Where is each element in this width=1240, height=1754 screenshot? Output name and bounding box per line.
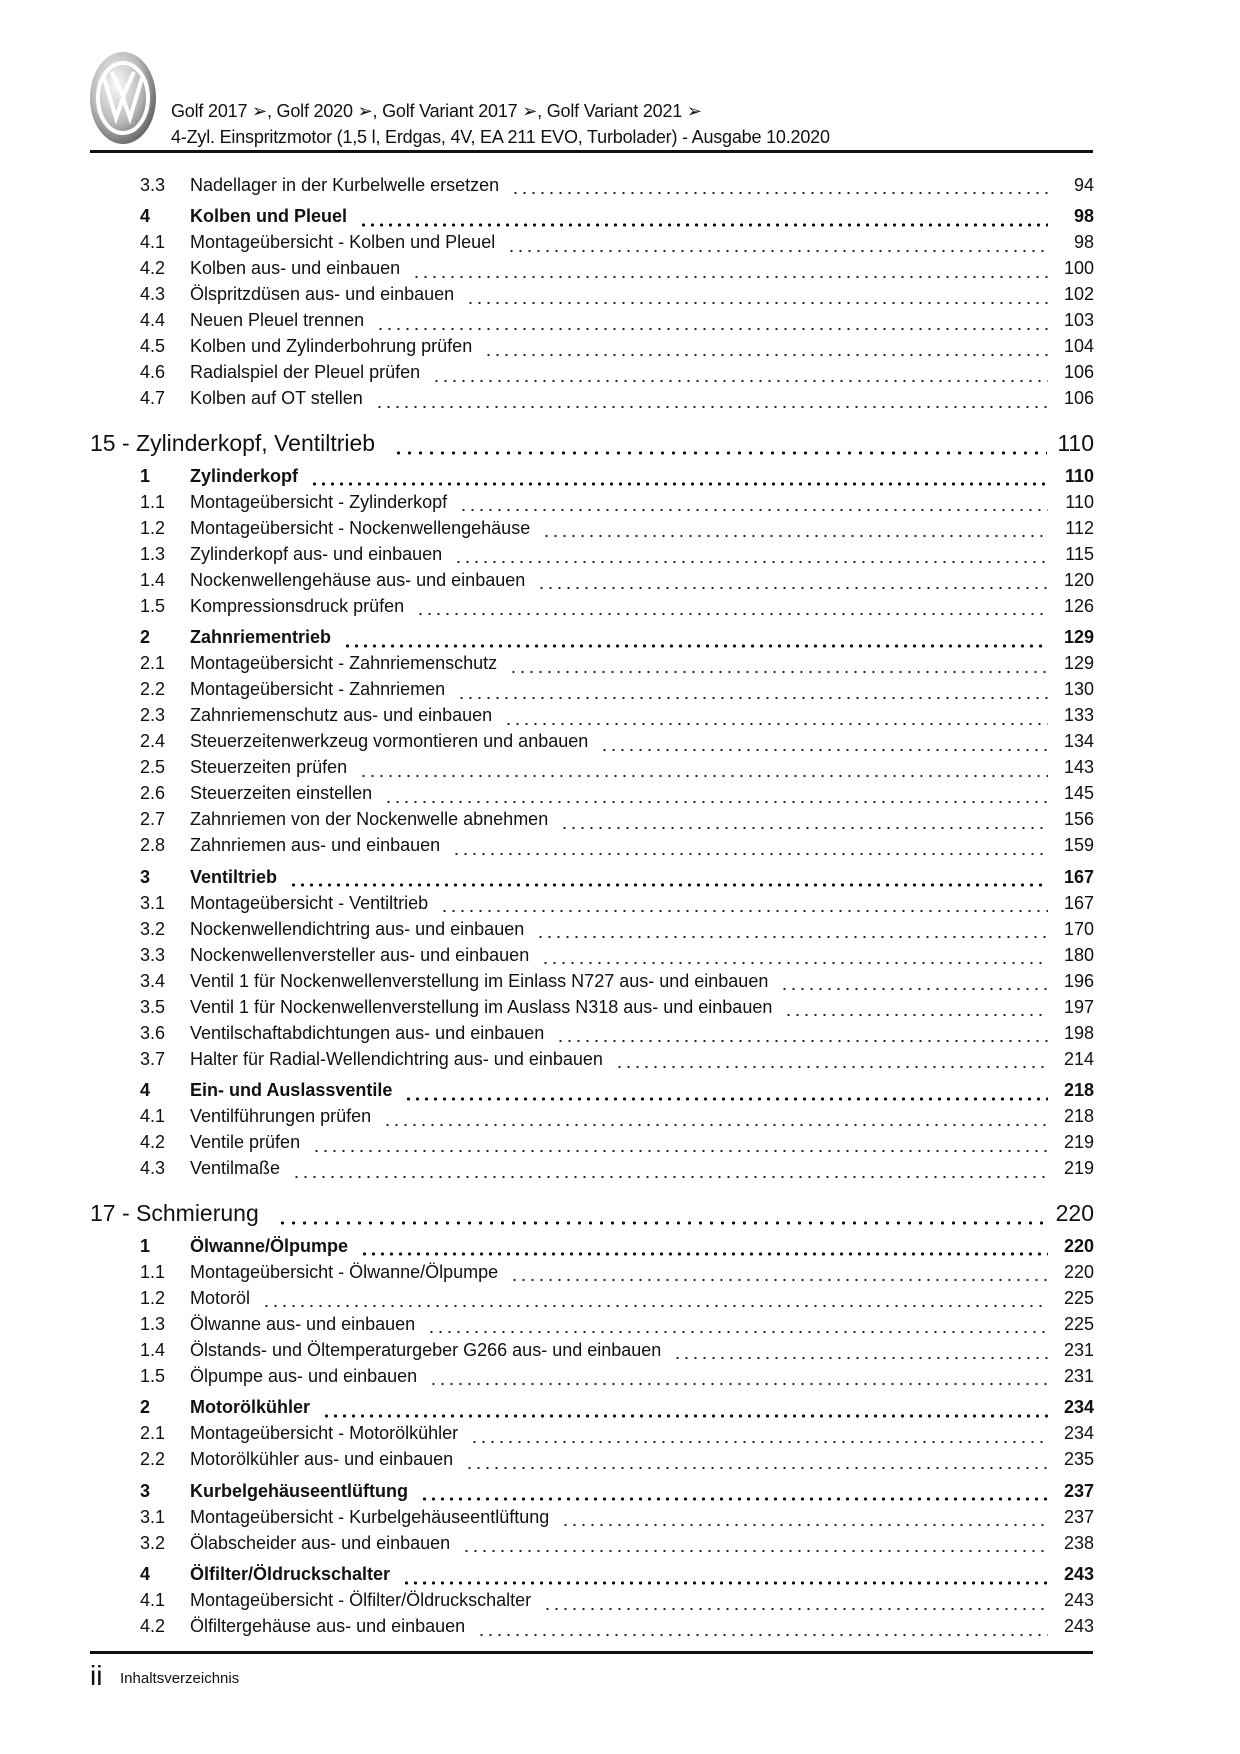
dot-leader — [292, 1156, 1048, 1182]
toc-page: 220 — [1063, 1261, 1094, 1282]
toc-title: Zahnriemen aus- und einbauen — [190, 835, 441, 855]
toc-number: 4.1 — [140, 232, 166, 252]
toc-number: 3.2 — [140, 918, 166, 939]
toc-page: 106 — [1063, 388, 1094, 408]
toc-number: 2.1 — [140, 653, 166, 673]
toc-number: 3.7 — [140, 1048, 166, 1069]
dot-leader — [383, 1104, 1048, 1130]
toc-entry[interactable] — [90, 1447, 1094, 1473]
toc-entry[interactable] — [90, 968, 1094, 994]
toc-page: 130 — [1063, 679, 1094, 699]
toc-title: Kolben auf OT stellen — [190, 388, 363, 408]
toc-title: Zylinderkopf aus- und einbauen — [190, 543, 443, 564]
toc-title: Montageübersicht - Motorölkühler — [190, 1423, 459, 1443]
toc-number: 1.1 — [140, 1261, 166, 1282]
toc-page: 231 — [1063, 1339, 1094, 1360]
toc-page: 196 — [1063, 970, 1094, 991]
toc-number: 4.1 — [140, 1590, 166, 1610]
toc-number: 4 — [140, 1564, 151, 1584]
dot-leader — [600, 729, 1048, 755]
toc-page: 120 — [1063, 569, 1094, 590]
toc-page: 243 — [1063, 1590, 1094, 1610]
toc-page: 220 — [1055, 1200, 1094, 1226]
dot-leader — [673, 1337, 1048, 1363]
toc-number: 2.2 — [140, 679, 166, 699]
toc-page: 218 — [1063, 1106, 1094, 1126]
toc-number: 1.5 — [140, 595, 166, 616]
toc-title: 17 - Schmierung — [90, 1200, 259, 1226]
toc-page: 102 — [1063, 284, 1094, 304]
toc-entry[interactable] — [90, 282, 1094, 308]
toc-entry[interactable] — [90, 1130, 1094, 1156]
toc-number: 1 — [140, 1235, 151, 1256]
dot-leader — [429, 1363, 1048, 1389]
toc-entry[interactable] — [90, 781, 1094, 807]
toc-page: 98 — [1073, 206, 1094, 226]
toc-section[interactable] — [90, 1233, 1094, 1259]
toc-page: 159 — [1063, 835, 1094, 855]
toc-page: 115 — [1065, 543, 1094, 564]
dot-leader — [416, 593, 1048, 619]
toc-number: 1.2 — [140, 517, 166, 538]
toc-page: 129 — [1063, 653, 1094, 673]
toc-title: Steuerzeiten prüfen — [190, 757, 348, 777]
dot-leader — [462, 1530, 1048, 1556]
toc-title: Ölfilter/Öldruckschalter — [190, 1564, 391, 1584]
toc-number: 1.5 — [140, 1365, 166, 1386]
toc-number: 3.4 — [140, 970, 166, 991]
toc-title: Montageübersicht - Zylinderkopf — [190, 491, 448, 512]
header-models: Golf 2017 ➢, Golf 2020 ➢, Golf Variant 2017 ➢, Golf Variant 2021 ➢ — [171, 101, 702, 121]
toc-title: Montageübersicht - Kurbelgehäuseentlüftung — [190, 1506, 550, 1527]
toc-title: Nockenwellendichtring aus- und einbauen — [190, 918, 525, 939]
dot-leader — [511, 172, 1048, 198]
toc-entry[interactable] — [90, 1104, 1094, 1130]
toc-chapter[interactable] — [90, 1200, 1094, 1228]
toc-entry[interactable] — [90, 703, 1094, 729]
toc-page: 234 — [1063, 1397, 1094, 1417]
toc-entry[interactable] — [90, 1020, 1094, 1046]
dot-leader — [537, 567, 1048, 593]
toc-entry[interactable] — [90, 1421, 1094, 1447]
dot-leader — [484, 334, 1048, 360]
toc-title: Neuen Pleuel trennen — [190, 310, 365, 330]
toc-page: 180 — [1063, 944, 1094, 965]
dot-leader — [359, 755, 1048, 781]
footer-label: Inhaltsverzeichnis — [120, 1670, 240, 1687]
toc-entry[interactable] — [90, 1363, 1094, 1389]
header-rule — [90, 150, 1093, 153]
dot-leader — [509, 651, 1048, 677]
toc-page: 238 — [1063, 1532, 1094, 1553]
dot-leader — [510, 1259, 1048, 1285]
toc-page: 129 — [1063, 627, 1094, 647]
toc-title: Zahnriemen von der Nockenwelle abnehmen — [190, 809, 549, 829]
toc-number: 4.1 — [140, 1106, 166, 1126]
dot-leader — [289, 864, 1048, 890]
toc-title: Nadellager in der Kurbelwelle ersetzen — [190, 174, 500, 195]
toc-number: 2.6 — [140, 783, 166, 803]
toc-number: 4.3 — [140, 1158, 166, 1178]
toc-page: 243 — [1063, 1564, 1094, 1584]
toc-title: Motorölkühler aus- und einbauen — [190, 1449, 454, 1469]
toc-entry[interactable] — [90, 489, 1094, 515]
dot-leader — [560, 807, 1048, 833]
toc-number: 1.2 — [140, 1287, 166, 1308]
toc-entry[interactable] — [90, 1530, 1094, 1556]
toc-page: 94 — [1073, 174, 1094, 195]
toc-title: Halter für Radial-Wellendichtring aus- und einbauen — [190, 1048, 603, 1069]
toc-number: 2 — [140, 627, 151, 647]
dot-leader — [536, 916, 1048, 942]
toc-title: Ventilschaftabdichtungen aus- und einbauen — [190, 1022, 545, 1043]
dot-leader — [359, 204, 1048, 230]
toc-page: 98 — [1073, 232, 1094, 252]
toc-number: 3.3 — [140, 174, 166, 195]
toc-title: Kolben und Zylinderbohrung prüfen — [190, 336, 473, 356]
dot-leader — [556, 1020, 1048, 1046]
toc-page: 225 — [1063, 1313, 1094, 1334]
toc-page: 103 — [1063, 310, 1094, 330]
dot-leader — [343, 625, 1048, 651]
toc-section[interactable] — [90, 1562, 1094, 1588]
toc-page: 234 — [1063, 1423, 1094, 1443]
vw-logo — [90, 52, 156, 144]
toc-section[interactable] — [90, 204, 1094, 230]
toc-page: 100 — [1063, 258, 1094, 278]
toc-entry[interactable] — [90, 1259, 1094, 1285]
toc-page: 235 — [1063, 1449, 1094, 1469]
toc-section[interactable] — [90, 1478, 1094, 1504]
toc-entry[interactable] — [90, 942, 1094, 968]
toc-number: 4.4 — [140, 310, 166, 330]
dot-leader — [277, 1200, 1046, 1228]
dot-leader — [780, 968, 1048, 994]
toc-entry[interactable] — [90, 1588, 1094, 1614]
toc-title: Kolben aus- und einbauen — [190, 258, 401, 278]
footer-rule — [90, 1651, 1093, 1654]
toc-title: Ölpumpe aus- und einbauen — [190, 1365, 418, 1386]
toc-title: Montageübersicht - Nockenwellengehäuse — [190, 517, 531, 538]
toc-title: Motoröl — [190, 1287, 251, 1308]
toc-title: Ölfiltergehäuse aus- und einbauen — [190, 1616, 466, 1636]
dot-leader — [393, 430, 1047, 458]
toc-entry[interactable] — [90, 334, 1094, 360]
dot-leader — [454, 541, 1048, 567]
dot-leader — [465, 1447, 1048, 1473]
toc-page: 218 — [1063, 1080, 1094, 1100]
toc-entry[interactable] — [90, 567, 1094, 593]
dot-leader — [427, 1311, 1048, 1337]
toc-number: 4 — [140, 1080, 151, 1100]
toc-title: Zahnriementrieb — [190, 627, 332, 647]
toc-entry[interactable] — [90, 994, 1094, 1020]
dot-leader — [262, 1285, 1048, 1311]
footer-page-number: ii — [90, 1660, 103, 1691]
toc-title: Kompressionsdruck prüfen — [190, 595, 405, 616]
toc-page: 110 — [1057, 430, 1094, 456]
toc-entry[interactable] — [90, 541, 1094, 567]
toc-page: 197 — [1063, 996, 1094, 1017]
toc-entry[interactable] — [90, 677, 1094, 703]
toc-title: Ventil 1 für Nockenwellenverstellung im Auslass N318 aus- und einbauen — [190, 996, 773, 1017]
toc-page: 110 — [1064, 465, 1094, 486]
toc-title: Montageübersicht - Zahnriemenschutz — [190, 653, 498, 673]
toc-number: 4.2 — [140, 258, 166, 278]
toc-title: Ölwanne aus- und einbauen — [190, 1313, 416, 1334]
dot-leader — [432, 360, 1048, 386]
toc-page: 104 — [1063, 336, 1094, 356]
toc-number: 3.3 — [140, 944, 166, 965]
toc-page: 198 — [1063, 1022, 1094, 1043]
dot-leader — [477, 1614, 1048, 1640]
dot-leader — [376, 308, 1048, 334]
dot-leader — [784, 994, 1048, 1020]
dot-leader — [615, 1046, 1048, 1072]
toc-page: 134 — [1063, 731, 1094, 751]
toc-title: Montageübersicht - Kolben und Pleuel — [190, 232, 496, 252]
toc-page: 112 — [1065, 517, 1094, 538]
toc-title: Ein- und Auslassventile — [190, 1080, 393, 1100]
toc-title: Nockenwellengehäuse aus- und einbauen — [190, 569, 526, 590]
toc-title: Montageübersicht - Ölfilter/Öldruckschalter — [190, 1590, 532, 1610]
toc-entry[interactable] — [90, 386, 1094, 412]
toc-number: 4.7 — [140, 388, 166, 408]
toc-title: Nockenwellenversteller aus- und einbauen — [190, 944, 530, 965]
toc-page: 126 — [1063, 595, 1094, 616]
dot-leader — [404, 1078, 1048, 1104]
toc-number: 1 — [140, 465, 151, 486]
toc-title: Steuerzeitenwerkzeug vormontieren und anbauen — [190, 731, 589, 751]
toc-entry[interactable] — [90, 755, 1094, 781]
toc-section[interactable] — [90, 1395, 1094, 1421]
dot-leader — [384, 781, 1048, 807]
toc-page: 167 — [1063, 866, 1094, 887]
table-of-contents — [90, 172, 1094, 1640]
toc-title: Steuerzeiten einstellen — [190, 783, 373, 803]
toc-entry[interactable] — [90, 515, 1094, 541]
toc-entry[interactable] — [90, 1337, 1094, 1363]
toc-page: 145 — [1063, 783, 1094, 803]
toc-entry[interactable] — [90, 833, 1094, 859]
toc-number: 1.4 — [140, 1339, 166, 1360]
dot-leader — [420, 1478, 1048, 1504]
toc-section[interactable] — [90, 864, 1094, 890]
dot-leader — [457, 677, 1048, 703]
toc-number: 2.2 — [140, 1449, 166, 1469]
toc-title: Kolben und Pleuel — [190, 206, 348, 226]
toc-number: 1.4 — [140, 569, 166, 590]
toc-number: 3.1 — [140, 1506, 166, 1527]
toc-page: 237 — [1063, 1480, 1094, 1501]
toc-number: 3.2 — [140, 1532, 166, 1553]
toc-entry[interactable] — [90, 651, 1094, 677]
dot-leader — [402, 1562, 1048, 1588]
toc-section[interactable] — [90, 1078, 1094, 1104]
toc-title: Montageübersicht - Ventiltrieb — [190, 892, 429, 913]
toc-title: Ventilführungen prüfen — [190, 1106, 372, 1126]
toc-number: 1.1 — [140, 491, 166, 512]
toc-title: Ölspritzdüsen aus- und einbauen — [190, 284, 455, 304]
toc-number: 1.3 — [140, 1313, 166, 1334]
toc-entry[interactable] — [90, 1504, 1094, 1530]
toc-page: 219 — [1063, 1132, 1094, 1152]
toc-title: Montageübersicht - Ölwanne/Ölpumpe — [190, 1261, 499, 1282]
toc-title: Ölabscheider aus- und einbauen — [190, 1532, 451, 1553]
toc-number: 4.6 — [140, 362, 166, 382]
toc-title: Ölstands- und Öltemperaturgeber G266 aus- und einbauen — [190, 1339, 662, 1360]
toc-number: 4.2 — [140, 1616, 166, 1636]
toc-number: 2.8 — [140, 835, 166, 855]
toc-title: Montageübersicht - Zahnriemen — [190, 679, 446, 699]
toc-number: 4.2 — [140, 1132, 166, 1152]
dot-leader — [466, 282, 1048, 308]
toc-title: Radialspiel der Pleuel prüfen — [190, 362, 421, 382]
dot-leader — [440, 890, 1048, 916]
toc-entry[interactable] — [90, 890, 1094, 916]
dot-leader — [312, 1130, 1048, 1156]
toc-page: 237 — [1063, 1506, 1094, 1527]
dot-leader — [310, 463, 1048, 489]
toc-number: 2.5 — [140, 757, 166, 777]
toc-number: 3 — [140, 1480, 151, 1501]
toc-entry[interactable] — [90, 256, 1094, 282]
toc-entry[interactable] — [90, 230, 1094, 256]
toc-title: 15 - Zylinderkopf, Ventiltrieb — [90, 430, 376, 456]
toc-number: 2.3 — [140, 705, 166, 725]
header-engine: 4-Zyl. Einspritzmotor (1,5 l, Erdgas, 4V, EA 211 EVO, Turbolader) - Ausgabe 10.2020 — [171, 127, 830, 147]
toc-page: 133 — [1063, 705, 1094, 725]
toc-page: 167 — [1063, 892, 1094, 913]
toc-title: Motorölkühler — [190, 1397, 310, 1417]
toc-entry[interactable] — [90, 1156, 1094, 1182]
toc-page: 110 — [1065, 491, 1094, 512]
dot-leader — [504, 703, 1048, 729]
toc-title: Ventilmaße — [190, 1158, 281, 1178]
toc-number: 2.1 — [140, 1423, 166, 1443]
toc-page: 143 — [1063, 757, 1094, 777]
toc-entry[interactable] — [90, 308, 1094, 334]
toc-title: Zahnriemenschutz aus- und einbauen — [190, 705, 493, 725]
toc-number: 2.4 — [140, 731, 166, 751]
toc-title: Ventile prüfen — [190, 1132, 301, 1152]
toc-page: 106 — [1063, 362, 1094, 382]
toc-number: 2.7 — [140, 809, 166, 829]
toc-page: 225 — [1063, 1287, 1094, 1308]
toc-number: 4.5 — [140, 336, 166, 356]
toc-page: 219 — [1063, 1158, 1094, 1178]
toc-number: 1.3 — [140, 543, 166, 564]
dot-leader — [470, 1421, 1048, 1447]
dot-leader — [375, 386, 1048, 412]
toc-entry[interactable] — [90, 1614, 1094, 1640]
toc-entry[interactable] — [90, 172, 1094, 198]
dot-leader — [507, 230, 1048, 256]
dot-leader — [412, 256, 1048, 282]
toc-page: 231 — [1063, 1365, 1094, 1386]
toc-entry[interactable] — [90, 593, 1094, 619]
toc-entry[interactable] — [90, 1285, 1094, 1311]
toc-number: 4 — [140, 206, 151, 226]
toc-number: 3.1 — [140, 892, 166, 913]
toc-page: 170 — [1063, 918, 1094, 939]
toc-chapter[interactable] — [90, 430, 1094, 458]
toc-section[interactable] — [90, 625, 1094, 651]
toc-number: 3.6 — [140, 1022, 166, 1043]
toc-title: Ventil 1 für Nockenwellenverstellung im Einlass N727 aus- und einbauen — [190, 970, 769, 991]
toc-number: 3.5 — [140, 996, 166, 1017]
toc-number: 4.3 — [140, 284, 166, 304]
dot-leader — [459, 489, 1048, 515]
dot-leader — [543, 1588, 1048, 1614]
toc-number: 2 — [140, 1397, 151, 1417]
toc-entry[interactable] — [90, 729, 1094, 755]
toc-title: Kurbelgehäuseentlüftung — [190, 1480, 409, 1501]
dot-leader — [561, 1504, 1048, 1530]
toc-title: Zylinderkopf — [190, 465, 299, 486]
dot-leader — [322, 1395, 1048, 1421]
dot-leader — [452, 833, 1048, 859]
toc-entry[interactable] — [90, 1311, 1094, 1337]
toc-title: Ventiltrieb — [190, 866, 278, 887]
dot-leader — [360, 1233, 1048, 1259]
toc-entry[interactable] — [90, 360, 1094, 386]
toc-entry[interactable] — [90, 916, 1094, 942]
toc-entry[interactable] — [90, 1046, 1094, 1072]
toc-number: 3 — [140, 866, 151, 887]
toc-entry[interactable] — [90, 807, 1094, 833]
dot-leader — [542, 515, 1048, 541]
toc-page: 214 — [1063, 1048, 1094, 1069]
toc-page: 156 — [1063, 809, 1094, 829]
toc-page: 243 — [1063, 1616, 1094, 1636]
dot-leader — [541, 942, 1048, 968]
toc-title: Ölwanne/Ölpumpe — [190, 1235, 349, 1256]
toc-page: 220 — [1063, 1235, 1094, 1256]
toc-section[interactable] — [90, 463, 1094, 489]
